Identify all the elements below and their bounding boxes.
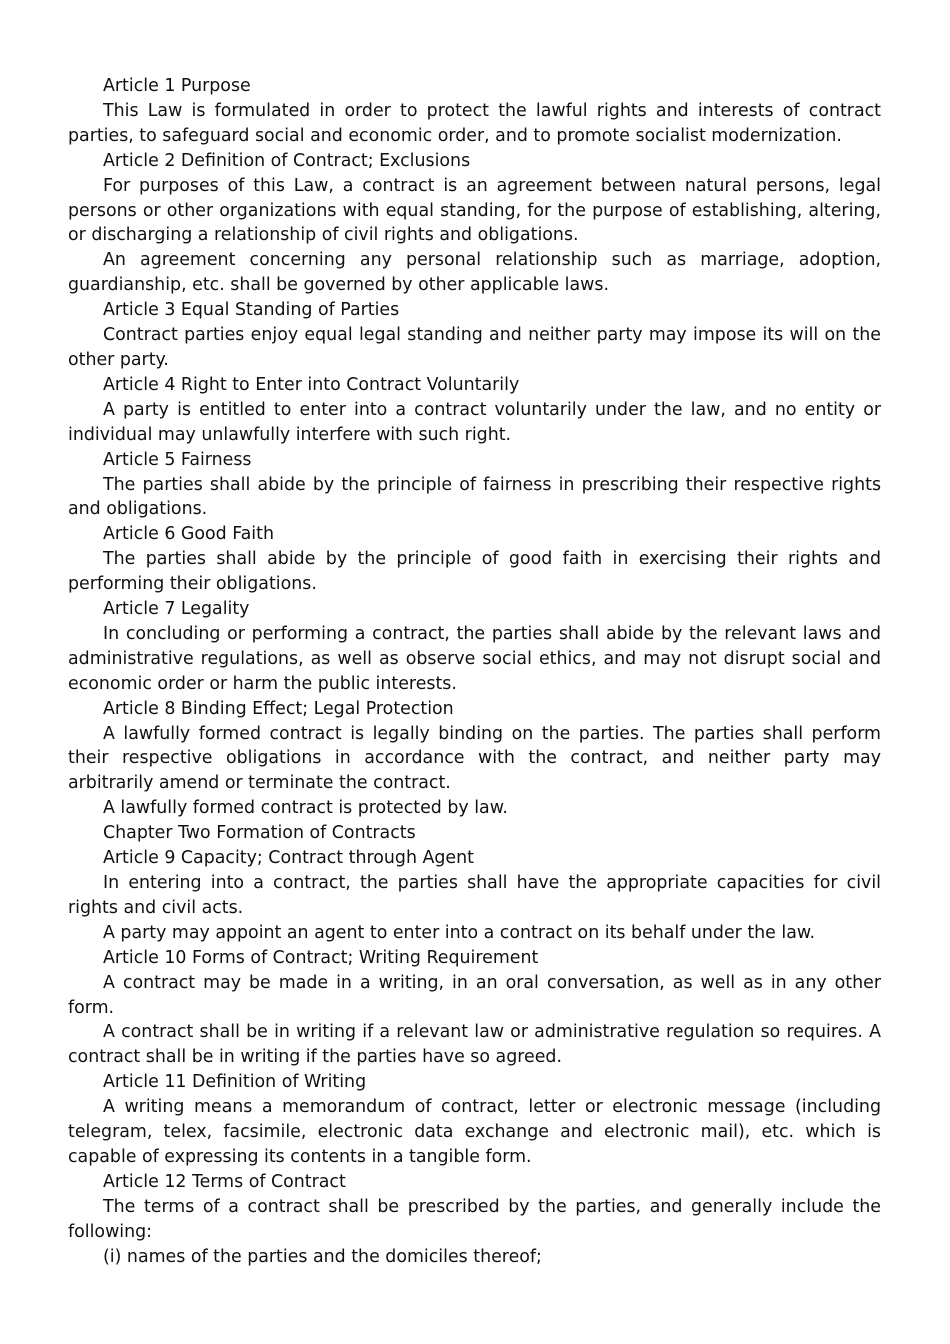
article-heading: Article 4 Right to Enter into Contract Voluntarily (103, 374, 520, 395)
article-heading: Article 3 Equal Standing of Parties (103, 300, 400, 321)
document-page (68, 74, 881, 1270)
body-paragraph: A contract shall be in writing if a relevant law or administrative regulation so requires. A contract shall be in writing if the parties have so agreed. (68, 1022, 881, 1068)
body-paragraph: The parties shall abide by the principle of good faith in exercising their rights and performing their obligations. (68, 549, 881, 595)
body-paragraph: This Law is formulated in order to protect the lawful rights and interests of contract parties, to safeguard social and economic order, and to promote socialist modernization. (68, 100, 881, 146)
chapter-heading: Chapter Two Formation of Contracts (103, 823, 416, 844)
article-heading: Article 5 Fairness (103, 449, 252, 470)
article-heading: Article 6 Good Faith (103, 524, 274, 545)
body-paragraph: The parties shall abide by the principle of fairness in prescribing their respective rights and obligations. (68, 474, 881, 520)
body-paragraph: A contract may be made in a writing, in an oral conversation, as well as in any other form. (68, 972, 881, 1018)
body-paragraph: An agreement concerning any personal relationship such as marriage, adoption, guardianship, etc. shall be governed by other applicable laws. (68, 250, 881, 296)
list-item: (i) names of the parties and the domiciles thereof; (103, 1246, 542, 1267)
article-heading: Article 7 Legality (103, 599, 250, 620)
body-paragraph: A writing means a memorandum of contract, letter or electronic message (including telegram, telex, facsimile, electronic data exchange and electronic mail), etc. which is capable of expressing its contents in a tangible form. (68, 1097, 881, 1167)
body-paragraph: Contract parties enjoy equal legal standing and neither party may impose its will on the other party. (68, 325, 881, 370)
article-heading: Article 9 Capacity; Contract through Agent (103, 848, 474, 869)
body-paragraph: For purposes of this Law, a contract is an agreement between natural persons, legal persons or other organizations with equal standing, for the purpose of establishing, altering, or discharging a relationship of civil rights and obligations. (68, 175, 881, 246)
article-heading: Article 2 Definition of Contract; Exclusions (103, 150, 471, 171)
body-paragraph: In entering into a contract, the parties shall have the appropriate capacities for civil rights and civil acts. (68, 873, 881, 918)
article-heading: Article 1 Purpose (103, 76, 251, 96)
body-paragraph: A lawfully formed contract is legally binding on the parties. The parties shall perform their respective obligations in accordance with the contract, and neither party may arbitrarily amend or terminate the contract. (68, 723, 881, 794)
body-paragraph: A party is entitled to enter into a contract voluntarily under the law, and no entity or individual may unlawfully interfere with such right. (68, 399, 881, 445)
body-paragraph: A lawfully formed contract is protected by law. (103, 798, 508, 819)
article-heading: Article 11 Definition of Writing (103, 1072, 367, 1093)
article-heading: Article 8 Binding Effect; Legal Protection (103, 698, 454, 719)
body-paragraph: In concluding or performing a contract, the parties shall abide by the relevant laws and administrative regulations, as well as observe social ethics, and may not disrupt social and economic order or harm the public interests. (68, 623, 881, 694)
article-heading: Article 10 Forms of Contract; Writing Requirement (103, 947, 539, 968)
article-heading: Article 12 Terms of Contract (103, 1171, 346, 1192)
body-paragraph: A party may appoint an agent to enter into a contract on its behalf under the law. (103, 922, 816, 943)
body-paragraph: The terms of a contract shall be prescribed by the parties, and generally include the following: (68, 1196, 881, 1242)
